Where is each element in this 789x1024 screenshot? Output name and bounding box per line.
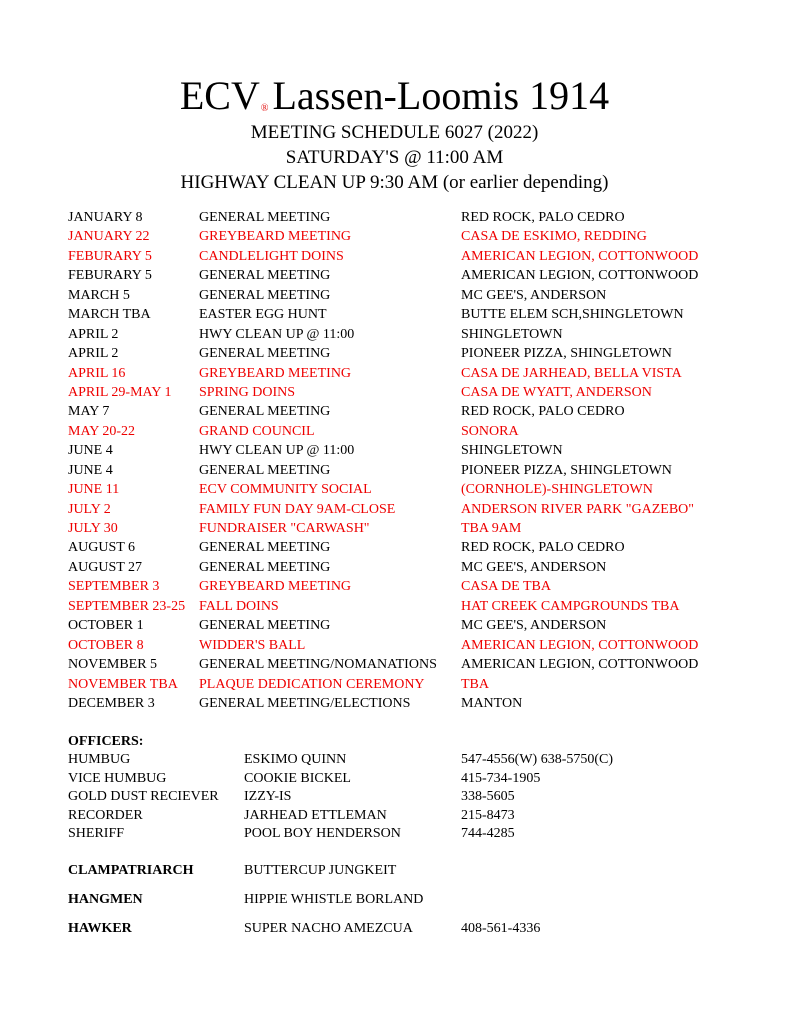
schedule-location: CASA DE TBA xyxy=(461,579,551,595)
schedule-event: GENERAL MEETING xyxy=(199,559,331,575)
schedule-row xyxy=(68,597,768,616)
schedule-row xyxy=(68,538,768,557)
schedule-location: CASA DE ESKIMO, REDDING xyxy=(461,229,647,245)
schedule-row xyxy=(68,461,768,480)
schedule-location: HAT CREEK CAMPGROUNDS TBA xyxy=(461,598,680,614)
clampatriarch-row xyxy=(68,861,768,880)
schedule-location: MC GEE'S, ANDERSON xyxy=(461,287,607,303)
schedule-event: FALL DOINS xyxy=(199,598,279,614)
officers-heading: OFFICERS: xyxy=(68,734,144,749)
schedule-location: CASA DE JARHEAD, BELLA VISTA xyxy=(461,365,682,381)
schedule-location: AMERICAN LEGION, COTTONWOOD xyxy=(461,637,699,653)
officer-name: JARHEAD ETTLEMAN xyxy=(244,807,387,823)
title-prefix: ECV xyxy=(179,73,260,118)
schedule-date: DECEMBER 3 xyxy=(68,695,155,711)
schedule-date: APRIL 2 xyxy=(68,346,119,362)
schedule-date: JULY 30 xyxy=(68,521,118,536)
schedule-date: MARCH TBA xyxy=(68,307,151,323)
schedule-event: GENERAL MEETING xyxy=(199,462,331,478)
schedule-location: SHINGLETOWN xyxy=(461,443,563,459)
schedule-date: OCTOBER 8 xyxy=(68,637,144,653)
schedule-event: HWY CLEAN UP @ 11:00 xyxy=(199,326,355,342)
schedule-event: GREYBEARD MEETING xyxy=(199,365,352,381)
schedule-row xyxy=(68,636,768,655)
schedule-event: GENERAL MEETING/ELECTIONS xyxy=(199,695,411,711)
schedule-row xyxy=(68,694,768,713)
schedule-date: OCTOBER 1 xyxy=(68,618,144,634)
schedule-row xyxy=(68,577,768,596)
schedule-location: BUTTE ELEM SCH,SHINGLETOWN xyxy=(461,307,684,323)
officer-role: HUMBUG xyxy=(68,752,131,767)
schedule-location: AMERICAN LEGION, COTTONWOOD xyxy=(461,248,699,264)
schedule-date: NOVEMBER 5 xyxy=(68,657,158,673)
schedule-date: SEPTEMBER 3 xyxy=(68,579,160,595)
officer-phone: 415-734-1905 xyxy=(461,770,541,786)
schedule-location: MC GEE'S, ANDERSON xyxy=(461,559,607,575)
schedule-location: PIONEER PIZZA, SHINGLETOWN xyxy=(461,346,672,362)
schedule-event: SPRING DOINS xyxy=(199,384,296,400)
schedule-event: EASTER EGG HUNT xyxy=(199,307,327,323)
hawker-row xyxy=(68,919,768,938)
schedule-location: MANTON xyxy=(461,695,523,711)
schedule-table xyxy=(68,208,768,713)
officer-name: IZZY-IS xyxy=(244,789,292,804)
schedule-row xyxy=(68,675,768,694)
hawker-name: SUPER NACHO AMEZCUA xyxy=(244,921,413,936)
schedule-row xyxy=(68,402,768,421)
officer-row xyxy=(68,787,768,806)
officer-phone: 744-4285 xyxy=(461,826,515,841)
schedule-date: JUNE 11 xyxy=(68,482,120,498)
cleanup-time: HIGHWAY CLEAN UP 9:30 AM (or earlier depending) xyxy=(180,172,609,193)
schedule-event: GENERAL MEETING xyxy=(199,346,331,362)
schedule-row xyxy=(68,325,768,344)
schedule-location: RED ROCK, PALO CEDRO xyxy=(461,404,625,420)
schedule-date: JANUARY 22 xyxy=(68,229,150,245)
officer-role: VICE HUMBUG xyxy=(68,770,167,786)
clampatriarch-role: CLAMPATRIARCH xyxy=(68,863,194,878)
schedule-row xyxy=(68,305,768,324)
schedule-event: GREYBEARD MEETING xyxy=(199,579,352,595)
schedule-event: FAMILY FUN DAY 9AM-CLOSE xyxy=(199,501,396,517)
clampatriarch-name: BUTTERCUP JUNGKEIT xyxy=(244,863,397,878)
schedule-date: FEBURARY 5 xyxy=(68,248,152,264)
schedule-date: AUGUST 6 xyxy=(68,540,136,556)
hangmen-row xyxy=(68,890,768,909)
schedule-location: RED ROCK, PALO CEDRO xyxy=(461,540,625,556)
schedule-row xyxy=(68,422,768,441)
schedule-date: JUNE 4 xyxy=(68,443,113,459)
officer-phone: 338-5605 xyxy=(461,789,515,804)
schedule-row xyxy=(68,558,768,577)
schedule-location: AMERICAN LEGION, COTTONWOOD xyxy=(461,657,699,673)
schedule-location: TBA 9AM xyxy=(461,521,522,536)
schedule-location: (CORNHOLE)-SHINGLETOWN xyxy=(461,482,653,498)
registered-mark: ® xyxy=(260,103,269,114)
schedule-row xyxy=(68,480,768,499)
officer-phone: 547-4556(W) 638-5750(C) xyxy=(461,752,614,767)
schedule-event: FUNDRAISER "CARWASH" xyxy=(199,521,370,536)
schedule-location: CASA DE WYATT, ANDERSON xyxy=(461,384,652,400)
schedule-row xyxy=(68,344,768,363)
schedule-location: TBA xyxy=(461,676,489,692)
schedule-event: CANDLELIGHT DOINS xyxy=(199,248,344,264)
officer-name: ESKIMO QUINN xyxy=(244,752,347,767)
schedule-row xyxy=(68,500,768,519)
schedule-date: SEPTEMBER 23-25 xyxy=(68,598,186,614)
schedule-event: GENERAL MEETING xyxy=(199,210,331,225)
schedule-row xyxy=(68,364,768,383)
schedule-row xyxy=(68,208,768,227)
hawker-role: HAWKER xyxy=(68,921,132,936)
schedule-date: NOVEMBER TBA xyxy=(68,676,178,692)
schedule-row xyxy=(68,286,768,305)
schedule-event: HWY CLEAN UP @ 11:00 xyxy=(199,443,355,459)
schedule-event: PLAQUE DEDICATION CEREMONY xyxy=(199,676,425,692)
schedule-event: GENERAL MEETING xyxy=(199,287,331,303)
schedule-row xyxy=(68,247,768,266)
schedule-event: GENERAL MEETING xyxy=(199,540,331,556)
schedule-row xyxy=(68,383,768,402)
hangmen-role: HANGMEN xyxy=(68,892,143,907)
schedule-date: JULY 2 xyxy=(68,501,111,517)
officer-name: POOL BOY HENDERSON xyxy=(244,826,401,841)
officer-row xyxy=(68,824,768,843)
schedule-date: JANUARY 8 xyxy=(68,210,143,225)
schedule-row xyxy=(68,266,768,285)
officer-row xyxy=(68,806,768,825)
officer-role: GOLD DUST RECIEVER xyxy=(68,789,219,804)
schedule-date: APRIL 16 xyxy=(68,365,126,381)
schedule-row xyxy=(68,441,768,460)
officer-role: SHERIFF xyxy=(68,826,125,841)
schedule-date: FEBURARY 5 xyxy=(68,268,152,284)
schedule-date: MAY 7 xyxy=(68,404,110,420)
schedule-location: AMERICAN LEGION, COTTONWOOD xyxy=(461,268,699,284)
schedule-location: RED ROCK, PALO CEDRO xyxy=(461,210,625,225)
meeting-time: SATURDAY'S @ 11:00 AM xyxy=(285,147,504,168)
hangmen-name: HIPPIE WHISTLE BORLAND xyxy=(244,892,424,907)
officer-role: RECORDER xyxy=(68,807,143,823)
schedule-event: GRAND COUNCIL xyxy=(199,423,315,439)
schedule-date: MARCH 5 xyxy=(68,287,130,303)
schedule-event: GENERAL MEETING xyxy=(199,618,331,634)
schedule-location: PIONEER PIZZA, SHINGLETOWN xyxy=(461,462,672,478)
officer-name: COOKIE BICKEL xyxy=(244,770,351,786)
schedule-event: ECV COMMUNITY SOCIAL xyxy=(199,482,372,498)
hawker-phone: 408-561-4336 xyxy=(461,921,541,936)
schedule-date: MAY 20-22 xyxy=(68,423,136,439)
schedule-date: AUGUST 27 xyxy=(68,559,143,575)
schedule-row xyxy=(68,655,768,674)
officers-list xyxy=(68,750,768,843)
schedule-row xyxy=(68,616,768,635)
schedule-location: SHINGLETOWN xyxy=(461,326,563,342)
schedule-date: APRIL 2 xyxy=(68,326,119,342)
schedule-event: GREYBEARD MEETING xyxy=(199,229,352,245)
schedule-location: ANDERSON RIVER PARK "GAZEBO" xyxy=(461,501,694,517)
officer-row xyxy=(68,750,768,769)
title-main: Lassen-Loomis 1914 xyxy=(272,73,610,118)
schedule-date: JUNE 4 xyxy=(68,462,113,478)
schedule-location: SONORA xyxy=(461,423,519,439)
schedule-date: APRIL 29-MAY 1 xyxy=(68,384,172,400)
schedule-location: MC GEE'S, ANDERSON xyxy=(461,618,607,634)
schedule-row xyxy=(68,519,768,538)
officer-row xyxy=(68,769,768,788)
schedule-subtitle: MEETING SCHEDULE 6027 (2022) xyxy=(250,122,539,143)
schedule-event: GENERAL MEETING xyxy=(199,404,331,420)
officer-phone: 215-8473 xyxy=(461,807,515,823)
schedule-event: WIDDER'S BALL xyxy=(199,637,306,653)
schedule-event: GENERAL MEETING/NOMANATIONS xyxy=(199,657,437,673)
schedule-row xyxy=(68,227,768,246)
schedule-event: GENERAL MEETING xyxy=(199,268,331,284)
